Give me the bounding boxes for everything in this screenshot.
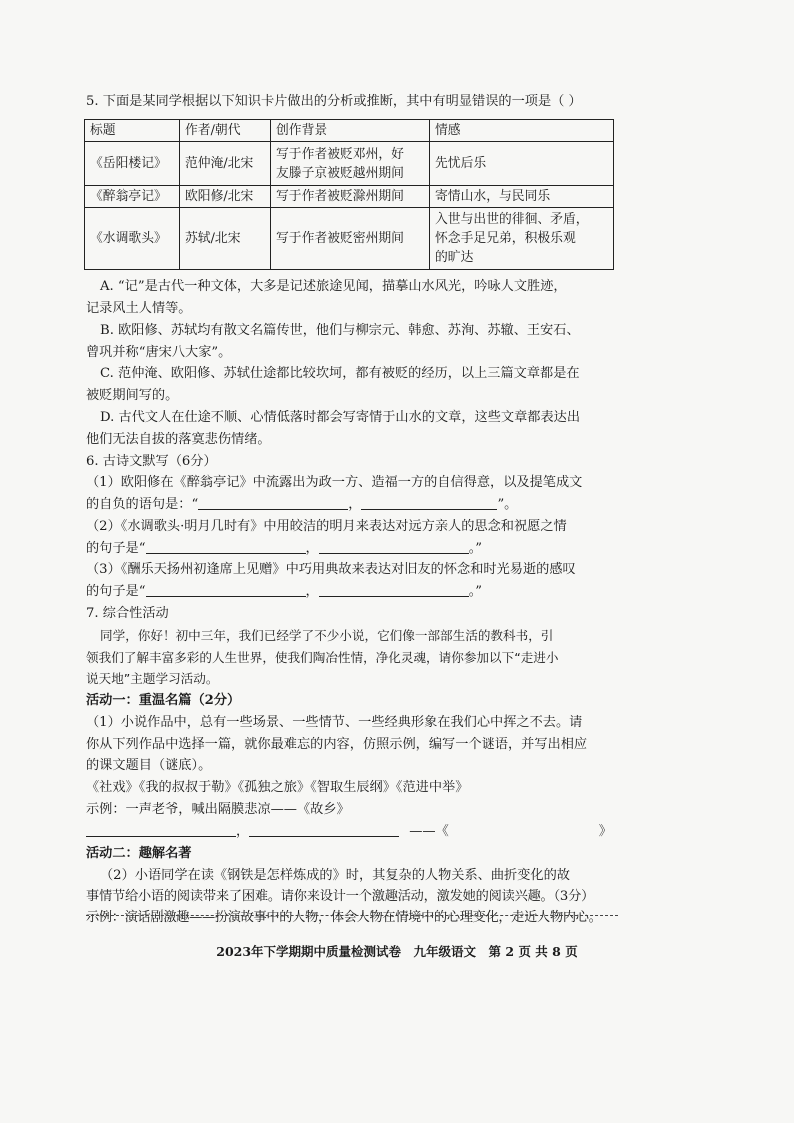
prompt-text: 的句子是“ (86, 584, 146, 599)
answer-blank[interactable] (86, 822, 236, 837)
q6-part2-answer (86, 539, 612, 559)
close-quote: 。” (468, 584, 483, 599)
activity2-title: 活动二：趣解名著 (86, 846, 192, 861)
table-cell-title: 《岳阳楼记》 (85, 142, 180, 186)
close-quote: 。” (468, 541, 483, 556)
background-line: 写于作者被贬邓州，好 (276, 146, 404, 162)
table-row (85, 208, 614, 270)
q6-part2: （2）《水调歌头·明月几时有》中用皎洁的明月来表达对远方亲人的思念和祝愿之情 (86, 519, 567, 534)
table-cell-emotion: 寄情山水，与民同乐 (430, 186, 614, 208)
table-header: 创作背景 (271, 120, 430, 142)
option-b: B. 欧阳修、苏轼均有散文名篇传世，他们与柳宗元、韩愈、苏洵、苏辙、王安石、 (100, 323, 580, 338)
option-a: A. “记”是古代一种文体，大多是记述旅途见闻，描摹山水风光，吟咏人文胜迹， (100, 279, 567, 294)
answer-blank[interactable] (361, 495, 497, 510)
activity1-body: 你从下列作品中选择一篇，就你最难忘的内容，仿照示例，编写一个谜语，并写出相应 (86, 737, 588, 752)
emotion-line: 的旷达 (435, 250, 474, 265)
background-line: 友滕子京被贬越州期间 (276, 165, 404, 181)
answer-blank[interactable] (319, 582, 469, 597)
q7-intro-line: 领我们了解丰富多彩的人生世界，使我们陶冶性情，净化灵魂，请你参加以下“走进小 (86, 650, 559, 665)
works-list: 《社戏》《我的叔叔于勒》《孤独之旅》《智取生辰纲》《范进中举》 (86, 780, 469, 795)
dash-bracket: ——《 (409, 824, 449, 839)
q7-intro-line: 同学，你好！初中三年，我们已经学了不少小说，它们像一部部生活的教科书，引 (100, 628, 554, 643)
activity1-title: 活动一：重温名篇（2分） (86, 693, 241, 708)
close-bracket: 》 (598, 824, 612, 839)
table-cell-background (271, 142, 430, 186)
activity1-body: （1）小说作品中，总有一些场景、一些情节、一些经典形象在我们心中挥之不去。请 (86, 715, 583, 730)
table-row (85, 186, 614, 208)
footer-divider (86, 915, 618, 916)
example-text: 示例：一声老爷，喊出隔膜悲凉——《故乡》 (86, 802, 350, 817)
q5-stem: 5. 下面是某同学根据以下知识卡片做出的分析或推断，其中有明显错误的一项是（ ） (86, 94, 582, 109)
table-cell-emotion: 先忧后乐 (430, 142, 614, 186)
q7-title: 7. 综合性活动 (86, 606, 169, 621)
comma: ， (348, 497, 362, 512)
table-header: 标题 (85, 120, 180, 142)
table-cell-author: 范仲淹/北宋 (180, 142, 271, 186)
prompt-text: 的自负的语句是：“ (86, 497, 199, 512)
q7-intro-line: 说天地”主题学习活动。 (86, 671, 219, 686)
emotion-line: 入世与出世的徘徊、矛盾， (435, 212, 589, 227)
option-a-cont: 记录风土人情等。 (86, 301, 192, 316)
page-footer: 2023年下学期期中质量检测试卷 九年级语文 第 2 页 共 8 页 (216, 944, 578, 959)
riddle-answer (86, 822, 612, 842)
q6-part1-answer (86, 495, 612, 515)
q6-part3-answer (86, 582, 612, 602)
q6-part3: （3）《酬乐天扬州初逢席上见赠》中巧用典故来表达对旧友的怀念和时光易逝的感叹 (86, 562, 576, 577)
answer-blank[interactable] (319, 539, 469, 554)
answer-blank[interactable] (146, 582, 306, 597)
q6-title: 6. 古诗文默写（6分） (86, 454, 217, 469)
activity2-body: 事情节给小语的阅读带来了困难。请你来设计一个激趣活动，激发她的阅读兴趣。（3分） (86, 889, 595, 904)
answer-blank[interactable] (249, 822, 399, 837)
option-c-cont: 被贬期间写的。 (86, 388, 179, 403)
table-cell-author: 苏轼/北宋 (180, 208, 271, 270)
table-cell-background: 写于作者被贬滁州期间 (271, 186, 430, 208)
answer-blank[interactable] (198, 495, 348, 510)
option-b-cont: 曾巩并称“唐宋八大家”。 (86, 345, 232, 360)
prompt-text: 的句子是“ (86, 541, 146, 556)
table-row (85, 142, 614, 186)
table-header-row (85, 120, 614, 142)
knowledge-card-table (84, 119, 614, 270)
comma: ， (305, 541, 319, 556)
option-c: C. 范仲淹、欧阳修、苏轼仕途都比较坎坷，都有被贬的经历，以上三篇文章都是在 (100, 366, 580, 381)
table-cell-background: 写于作者被贬密州期间 (271, 208, 430, 270)
activity2-example: 示例：演话剧激趣——扮演故事中的人物，体会人物在情境中的心理变化，走近人物内心。 (86, 910, 602, 925)
table-cell-title: 《醉翁亭记》 (85, 186, 180, 208)
q6-part1: （1）欧阳修在《醉翁亭记》中流露出为政一方、造福一方的自信得意，以及提笔成文 (86, 475, 583, 490)
option-d: D. 古代文人在仕途不顺、心情低落时都会写寄情于山水的文章，这些文章都表达出 (100, 410, 581, 425)
table-cell-author: 欧阳修/北宋 (180, 186, 271, 208)
activity2-body: （2）小语同学在读《钢铁是怎样炼成的》时，其复杂的人物关系、曲折变化的故 (100, 868, 570, 883)
comma: ， (236, 824, 250, 839)
comma: ， (305, 584, 319, 599)
table-cell-emotion (430, 208, 614, 270)
activity1-body: 的课文题目（谜底）。 (86, 758, 212, 773)
table-header: 情感 (430, 120, 614, 142)
option-d-cont: 他们无法自拔的落寞悲伤情绪。 (86, 432, 271, 447)
answer-blank[interactable] (146, 539, 306, 554)
emotion-line: 怀念手足兄弟，积极乐观 (435, 231, 576, 246)
close-quote: ”。 (497, 497, 518, 512)
table-header: 作者/朝代 (180, 120, 271, 142)
table-cell-title: 《水调歌头》 (85, 208, 180, 270)
